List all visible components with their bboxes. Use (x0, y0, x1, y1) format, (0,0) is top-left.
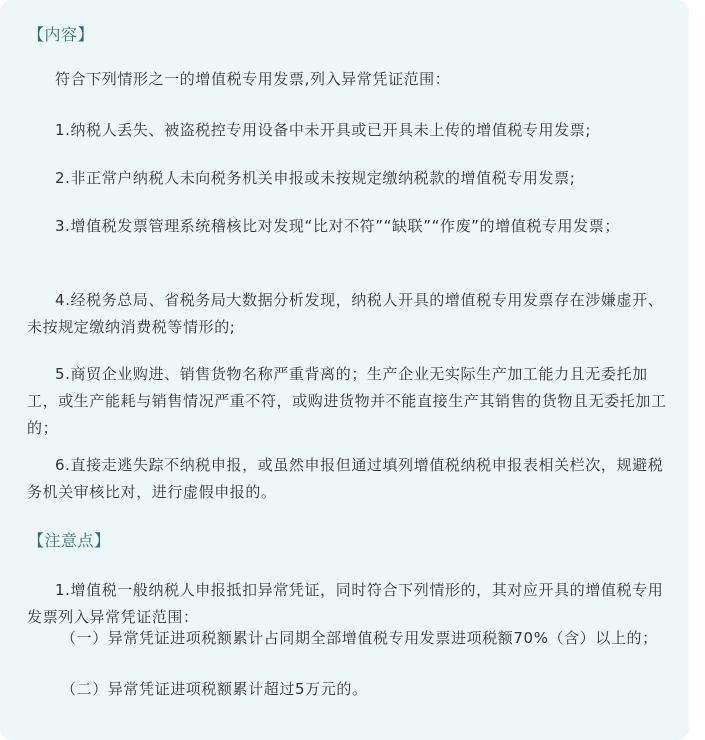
notes-heading: 【注意点】 (28, 531, 111, 550)
item-2: 2.非正常户纳税人未向税务机关申报或未按规定缴纳税款的增值税专用发票; (55, 169, 576, 187)
item-4: 4.经税务总局、省税务局大数据分析发现，纳税人开具的增值税专用发票存在涉嫌虚开、未按规定缴纳消费税等情形的; (27, 291, 664, 336)
notes-subitem-1: （一）异常凭证进项税额累计占同期全部增值税专用发票进项税额70%（含）以上的； (61, 629, 658, 647)
notes-subitem-2: （二）异常凭证进项税额累计超过5万元的。 (61, 680, 368, 698)
item-3: 3.增值税发票管理系统稽核比对发现“比对不符”“缺联”“作废”的增值税专用发票； (55, 217, 620, 235)
item-6: 6.直接走逃失踪不纳税申报，或虽然申报但通过填列增值税纳税申报表相关栏次，规避税务机关审核比对，进行虚假申报的。 (27, 456, 664, 501)
notes-point-1: 1.增值税一般纳税人申报抵扣异常凭证，同时符合下列情形的，其对应开具的增值税专用发票列入异常凭证范围： (27, 581, 664, 626)
intro-paragraph: 符合下列情形之一的增值税专用发票,列入异常凭证范围： (55, 70, 451, 88)
item-5: 5.商贸企业购进、销售货物名称严重背离的；生产企业无实际生产加工能力且无委托加工，或生产能耗与销售情况严重不符，或购进货物并不能直接生产其销售的货物且无委托加工的； (27, 365, 667, 437)
content-heading: 【内容】 (28, 25, 95, 44)
item-1: 1.纳税人丢失、被盗税控专用设备中未开具或已开具未上传的增值税专用发票; (55, 121, 591, 139)
